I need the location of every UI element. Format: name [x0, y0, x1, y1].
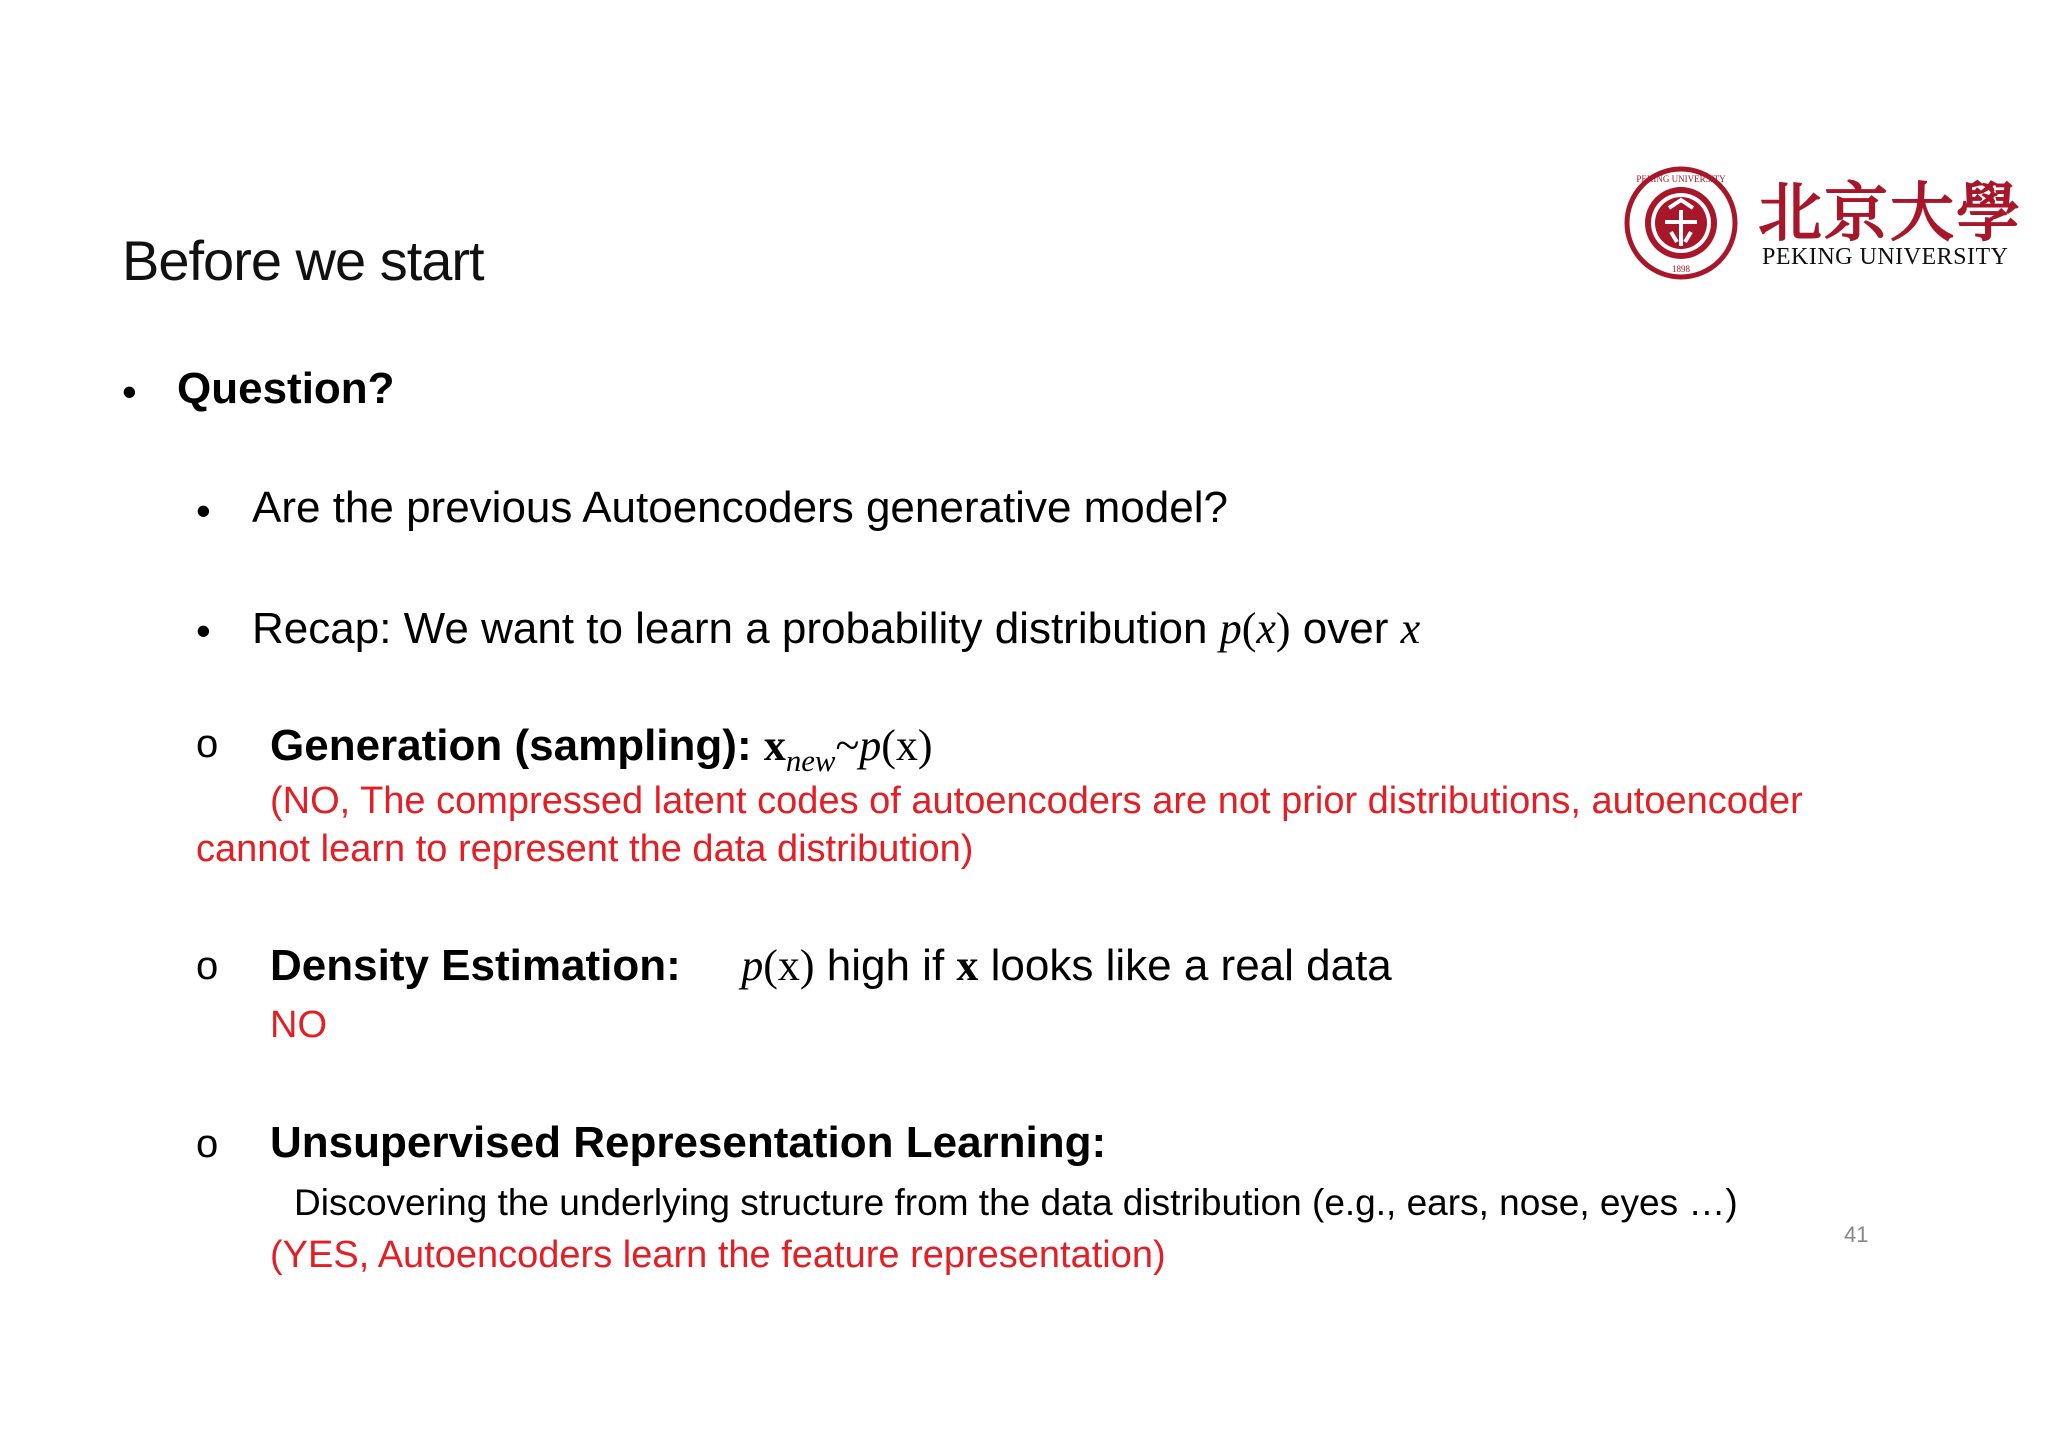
density-variable-x: x [956, 941, 979, 990]
unsupervised-label: Unsupervised Representation Learning: [270, 1118, 1107, 1167]
density-item [270, 940, 1392, 991]
university-seal-icon [1624, 166, 1738, 280]
density-high-if: high if [826, 941, 945, 990]
generation-answer-line2: cannot learn to represent the data distribution) [196, 828, 974, 870]
unsupervised-answer: (YES, Autoencoders learn the feature representation) [270, 1234, 1166, 1276]
generation-formula: $x_{new}\sim p(x)$ [763, 721, 933, 778]
sub-bullet-marker: o [196, 722, 219, 766]
logo-english-name: PEKING UNIVERSITY [1762, 244, 2009, 270]
sub-bullet-marker: o [196, 1122, 219, 1166]
point-recap [252, 603, 1420, 654]
generation-item [270, 720, 933, 778]
bullet-marker: • [196, 487, 211, 534]
slide-title: Before we start [122, 229, 484, 292]
page-number: 41 [1844, 1222, 1869, 1247]
recap-formula-px: p(x) [1219, 604, 1291, 653]
recap-over: over [1302, 604, 1389, 653]
sub-bullet-marker: o [196, 944, 219, 988]
bullet-marker: • [196, 607, 211, 654]
generation-answer-line1: (NO, The compressed latent codes of autoencoders are not prior distributions, autoencoder [270, 780, 1803, 822]
question-heading: Question? [177, 364, 395, 413]
unsupervised-description: Discovering the underlying structure from the data distribution (e.g., ears, nose, eyes …) [294, 1182, 1738, 1223]
seal-year: 1898 [1672, 264, 1690, 274]
recap-variable-x: x [1400, 604, 1421, 653]
peking-university-logo [1624, 162, 2024, 282]
density-label: Density Estimation: [270, 941, 681, 990]
density-answer: NO [270, 1004, 327, 1046]
point-autoencoders-generative: Are the previous Autoencoders generative model? [252, 483, 1228, 532]
bullet-marker: • [122, 368, 137, 415]
logo-chinese-name: 北京大學 [1758, 176, 2022, 251]
seal-text: PEKING UNIVERSITY [1636, 174, 1726, 184]
recap-text: Recap: We want to learn a probability distribution [252, 604, 1208, 653]
density-rest: looks like a real data [990, 941, 1392, 990]
generation-label: Generation (sampling): [270, 721, 752, 770]
density-formula-px: p(x) [741, 941, 815, 990]
